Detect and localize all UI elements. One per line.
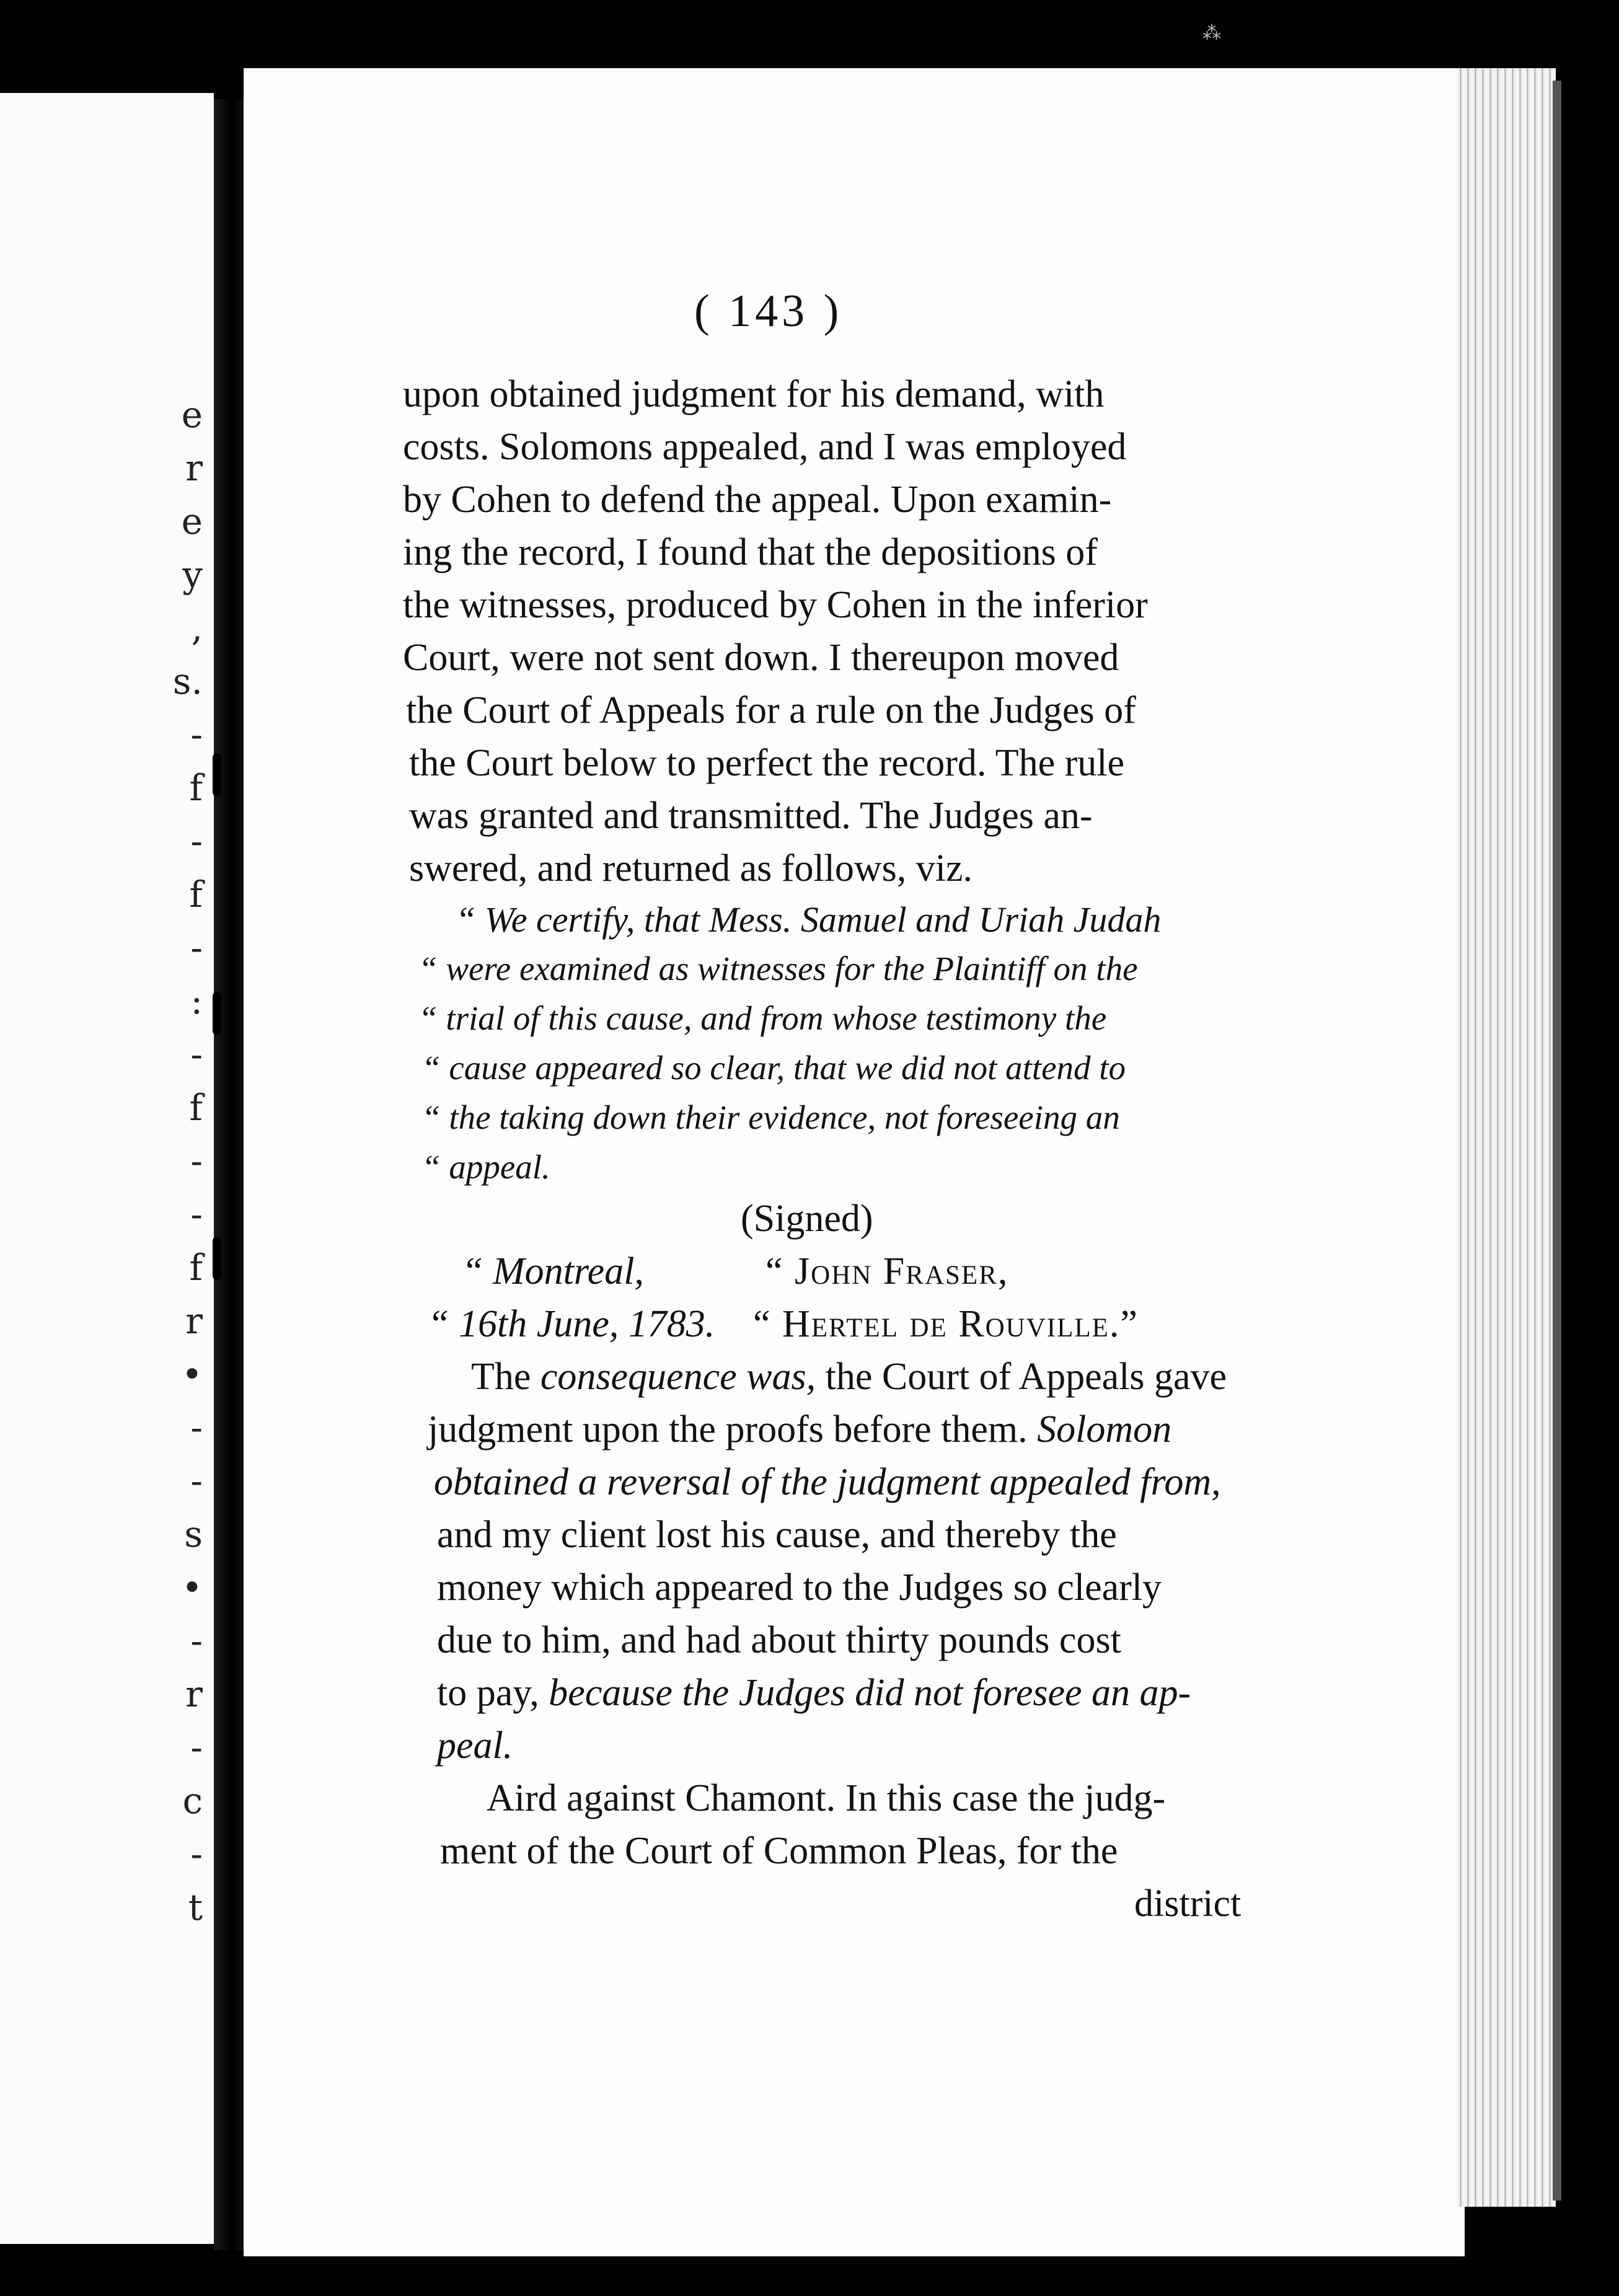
body-line: the Court of Appeals for a rule on the Judges of bbox=[406, 689, 1136, 731]
previous-page-margin-fragment: , bbox=[191, 607, 203, 649]
signature-name: “ Hertel de Rouville.” bbox=[753, 1303, 1139, 1345]
body-line: Aird against Chamont. In this case the judg- bbox=[487, 1777, 1166, 1819]
previous-page-margin-fragment: f bbox=[189, 767, 203, 809]
page-number-header: ( 143 ) bbox=[694, 286, 843, 337]
previous-page-margin-fragment: s. bbox=[172, 660, 203, 702]
previous-page-margin-fragment: e bbox=[181, 394, 203, 436]
previous-page-margin-fragment: • bbox=[181, 1353, 203, 1395]
scan-corner-mark: ⁂ bbox=[1202, 22, 1221, 44]
body-line: Court, were not sent down. I thereupon moved bbox=[403, 637, 1119, 679]
previous-page-margin-fragment: - bbox=[190, 1460, 203, 1502]
previous-page-margin-fragment: e bbox=[181, 500, 203, 542]
binding-thread-mark bbox=[213, 1237, 221, 1280]
binding-thread-mark bbox=[213, 753, 221, 797]
quote-line: “ cause appeared so clear, that we did not attend to bbox=[421, 1049, 1126, 1087]
previous-page-margin-fragment: y bbox=[182, 554, 203, 596]
body-line: the Court below to perfect the record. The rule bbox=[409, 742, 1125, 784]
signed-label: (Signed) bbox=[741, 1198, 873, 1240]
quote-line: “ the taking down their evidence, not foreseeing an bbox=[421, 1098, 1120, 1136]
page-edge-shadow bbox=[1553, 81, 1561, 2201]
previous-page-margin-fragment: - bbox=[190, 1726, 203, 1768]
previous-page-margin-fragment: • bbox=[181, 1566, 203, 1609]
body-line: by Cohen to defend the appeal. Upon examin- bbox=[403, 479, 1112, 521]
previous-page-margin-fragment: t bbox=[188, 1886, 203, 1928]
previous-page-margin-fragment: s bbox=[184, 1513, 203, 1555]
previous-page-margin-fragment: r bbox=[185, 1673, 203, 1715]
quote-line: “ were examined as witnesses for the Plaintiff on the bbox=[418, 950, 1138, 987]
previous-page-margin-fragment: - bbox=[190, 1833, 203, 1875]
body-line: peal. bbox=[437, 1724, 513, 1767]
body-line: to pay, because the Judges did not foresee an ap- bbox=[437, 1672, 1191, 1714]
body-line: upon obtained judgment for his demand, with bbox=[403, 373, 1105, 415]
body-line: The consequence was, the Court of Appeals gave bbox=[471, 1356, 1227, 1398]
catchword: district bbox=[1134, 1883, 1242, 1925]
previous-page-margin-fragment: f bbox=[189, 873, 203, 916]
body-line: and my client lost his cause, and thereby the bbox=[437, 1514, 1117, 1556]
body-line: judgment upon the proofs before them. Solomon bbox=[428, 1408, 1172, 1450]
previous-page-margin-fragment: c bbox=[182, 1780, 203, 1822]
book-gutter bbox=[214, 99, 244, 2250]
signature-date: “ 16th June, 1783. bbox=[428, 1303, 715, 1345]
previous-page-margin-fragment: - bbox=[190, 1033, 203, 1075]
previous-page-margin-fragment: - bbox=[190, 1140, 203, 1182]
previous-page-margin-fragment: - bbox=[190, 1620, 203, 1662]
previous-page-margin-fragment: - bbox=[190, 713, 203, 756]
previous-page-margin-fragment: : bbox=[190, 980, 203, 1022]
page-edge-stack bbox=[1457, 68, 1556, 2207]
quote-line: “ We certify, that Mess. Samuel and Uriah Judah bbox=[456, 899, 1162, 940]
signature-name: “ John Fraser, bbox=[765, 1250, 1009, 1292]
body-line: swered, and returned as follows, viz. bbox=[409, 847, 973, 890]
body-line: money which appeared to the Judges so clearly bbox=[437, 1566, 1162, 1609]
quote-line: “ appeal. bbox=[421, 1148, 550, 1186]
body-line: the witnesses, produced by Cohen in the inferior bbox=[403, 584, 1148, 626]
previous-page-margin-fragment: - bbox=[190, 1406, 203, 1449]
body-line: obtained a reversal of the judgment appealed from, bbox=[434, 1461, 1221, 1503]
signature-place: “ Montreal, bbox=[462, 1250, 644, 1292]
previous-page-margin-fragment: r bbox=[185, 1300, 203, 1342]
previous-page-margin-fragment: - bbox=[190, 927, 203, 969]
body-line: ment of the Court of Common Pleas, for the bbox=[440, 1830, 1118, 1872]
previous-page-margin-fragment: - bbox=[190, 1193, 203, 1235]
body-line: was granted and transmitted. The Judges an- bbox=[409, 795, 1093, 837]
previous-page-margin-fragment: f bbox=[189, 1087, 203, 1129]
binding-thread-mark bbox=[213, 992, 221, 1035]
body-line: due to him, and had about thirty pounds cost bbox=[437, 1619, 1121, 1661]
body-line: costs. Solomons appealed, and I was employed bbox=[403, 426, 1127, 468]
body-line: ing the record, I found that the depositions of bbox=[403, 531, 1098, 573]
previous-page-edge bbox=[0, 93, 214, 2244]
previous-page-margin-fragment: f bbox=[189, 1247, 203, 1289]
previous-page-margin-fragment: r bbox=[185, 447, 203, 489]
previous-page-margin-fragment: - bbox=[190, 820, 203, 862]
quote-line: “ trial of this cause, and from whose testimony the bbox=[418, 999, 1107, 1037]
